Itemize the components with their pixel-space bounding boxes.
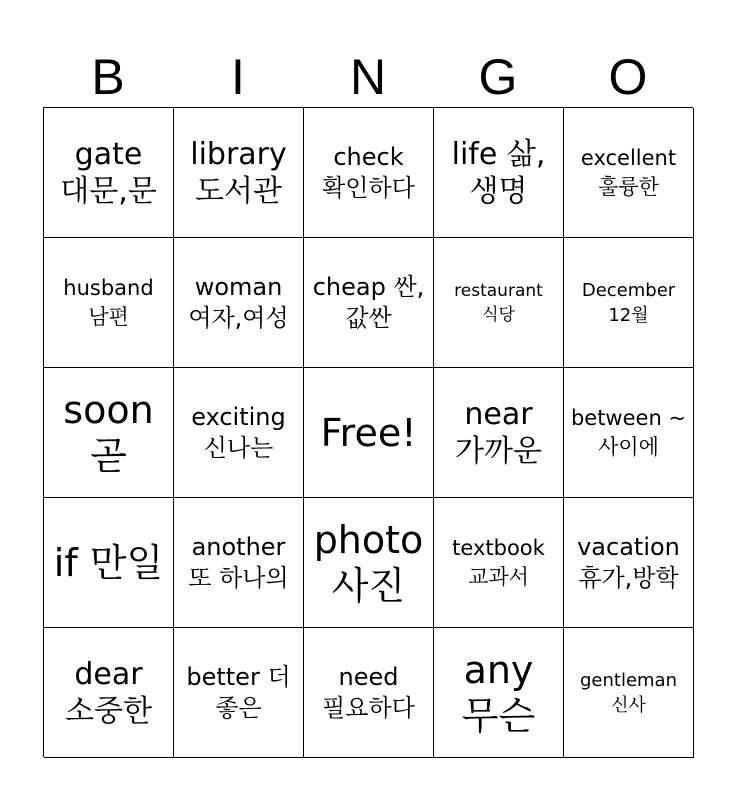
cell-text: vacation 휴가,방학 [577, 532, 680, 592]
cell-text: dear 소중한 [65, 656, 152, 729]
cell-text: gentleman 신사 [579, 669, 677, 716]
cell-text: woman 여자,여성 [188, 272, 289, 332]
cell-text: December 12월 [581, 279, 676, 326]
cell-text: better 더 좋은 [186, 662, 291, 722]
header-letter-i: I [231, 49, 245, 105]
bingo-cell[interactable] [174, 628, 304, 758]
bingo-cell[interactable] [564, 368, 694, 498]
cell-text: need 필요하다 [322, 662, 415, 722]
cell-text: photo 사진 [313, 517, 424, 608]
cell-text: cheap 싼, 값싼 [312, 272, 425, 332]
free-space[interactable] [304, 368, 434, 498]
bingo-cell[interactable] [564, 628, 694, 758]
bingo-cell[interactable] [44, 368, 174, 498]
cell-text: life 삶, 생명 [451, 136, 546, 209]
bingo-cell[interactable] [304, 498, 434, 628]
bingo-cell[interactable] [304, 108, 434, 238]
bingo-cell[interactable] [434, 238, 564, 368]
bingo-cell[interactable] [564, 238, 694, 368]
cell-text: check 확인하다 [322, 142, 415, 202]
bingo-cell[interactable] [434, 108, 564, 238]
cell-text: gate 대문,문 [60, 136, 157, 209]
cell-text: near 가까운 [455, 396, 542, 469]
cell-text: Free! [320, 410, 417, 455]
bingo-cell[interactable] [564, 498, 694, 628]
bingo-cell[interactable] [44, 108, 174, 238]
bingo-cell[interactable] [174, 238, 304, 368]
bingo-cell[interactable] [304, 628, 434, 758]
bingo-cell[interactable] [174, 108, 304, 238]
cell-text: another 또 하나의 [188, 532, 289, 592]
cell-text: husband 남편 [63, 275, 154, 329]
bingo-cell[interactable] [174, 368, 304, 498]
bingo-cell[interactable] [44, 238, 174, 368]
cell-text: if 만일 [53, 540, 164, 585]
header-letter-g: G [478, 49, 518, 105]
cell-text: textbook 교과서 [452, 535, 545, 589]
header-letter-n: N [349, 49, 387, 105]
bingo-cell[interactable] [44, 628, 174, 758]
cell-text: exciting 신나는 [191, 402, 286, 462]
cell-text: excellent 훌륭한 [580, 145, 677, 199]
bingo-cell[interactable] [304, 238, 434, 368]
bingo-cell[interactable] [434, 368, 564, 498]
cell-text: any 무슨 [461, 647, 536, 738]
cell-text: between ~사이에 [570, 405, 687, 459]
bingo-cell[interactable] [564, 108, 694, 238]
bingo-cell[interactable] [44, 498, 174, 628]
bingo-header [43, 46, 693, 108]
bingo-cell[interactable] [434, 628, 564, 758]
cell-text: soon 곧 [63, 387, 154, 478]
header-letter-b: B [91, 49, 125, 105]
cell-text: restaurant 식당 [454, 280, 543, 325]
cell-text: library 도서관 [190, 136, 287, 209]
bingo-board [43, 107, 693, 757]
bingo-cell[interactable] [434, 498, 564, 628]
header-letter-o: O [608, 49, 648, 105]
bingo-cell[interactable] [174, 498, 304, 628]
